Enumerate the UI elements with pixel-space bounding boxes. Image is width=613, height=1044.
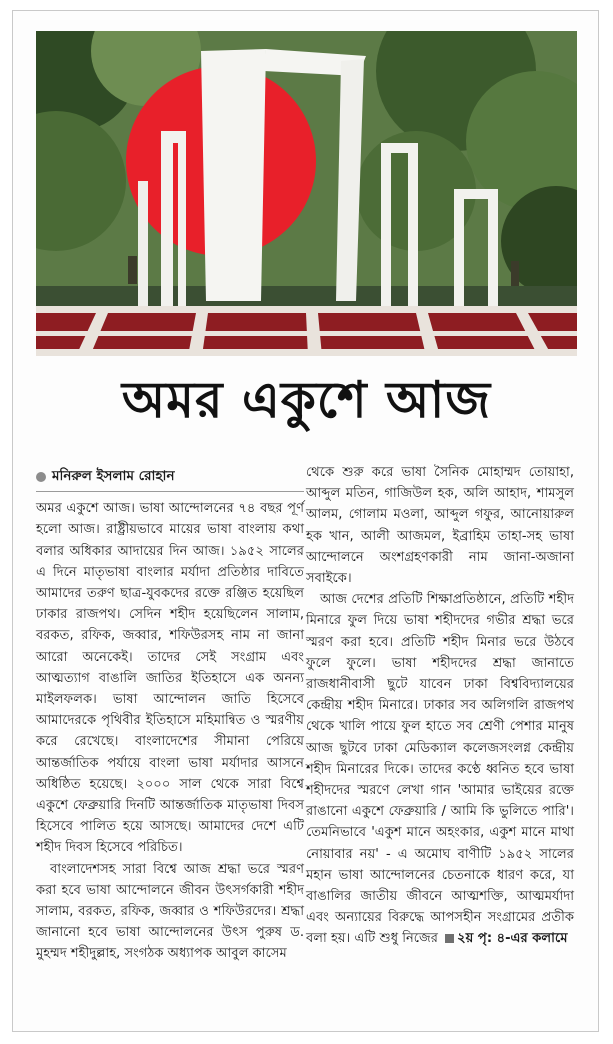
article-column-right [306, 462, 574, 950]
byline-bullet-icon [36, 472, 46, 482]
shaheed-minar-photo [36, 31, 577, 356]
article-paragraph-text: আজ দেশের প্রতিটি শিক্ষাপ্রতিষ্ঠানে, প্রতিটি শহীদ মিনারে ফুল দিয়ে ভাষা শহীদদের গভীর শ্রদ্ধা ভরে স্মরণ করা হবে। প্রতিটি শহীদ মিনার ভরে উঠবে ফুলে ফুলে। ভাষা শহীদদের শ্রদ্ধা জানাতে রাজধানীবাসী ছুটে যাবেন ঢাকা বিশ্ববিদ্যালয়ের কেন্দ্রীয় শহীদ মিনারে। ঢাকার সব অলিগলি রাজপথ থেকে খালি পায়ে ফুল হাতে সব শ্রেণী পেশার মানুষ আজ ছুটবে ঢাকা মেডিক্যাল কলেজসংলগ্ন কেন্দ্রীয় শহীদ মিনারের দিকে। তাদের কণ্ঠে ধ্বনিত হবে ভাষা শহীদদের স্মরণে লেখা গান 'আমার ভাইয়ের রক্তে রাঙানো একুশে ফেব্রুয়ারি / আমি কি ভুলিতে পারি'। তেমনিভাবে 'একুশ মানে অহংকার, একুশ মানে মাথা নোয়াবার নয়' - এ অমোঘ বাণীটি ১৯৫২ সালের মহান ভাষা আন্দোলনের চেতনাকে ধারণ করে, যা বাঙালির জাতীয় জীবনে আত্মশক্তি, আত্মমর্যাদা এবং অন্যায়ের বিরুদ্ধে আপসহীন সংগ্রামের প্রতীক বলা হয়। এটি শুধু নিজের [306, 592, 574, 947]
headline: অমর একুশে আজ [121, 369, 492, 429]
byline [36, 466, 304, 492]
jump-square-icon [445, 934, 454, 943]
article-paragraph: থেকে শুরু করে ভাষা সৈনিক মোহাম্মদ তোয়াহা, আব্দুল মতিন, গাজিউল হক, অলি আহাদ, শামসুল আলম, গোলাম মওলা, আব্দুল গফুর, আনোয়ারুল হক খান, আলী আজমল, ইব্রাহিম তাহা-সহ ভাষা আন্দোলনে অংশগ্রহণকারী নাম জানা-অজানা সবাইকে। [306, 465, 574, 587]
byline-author: মনিরুল ইসলাম রোহান [52, 468, 175, 484]
continuation-jump-link[interactable]: ২য় পৃ: ৪-এর কলামে [457, 931, 568, 947]
article-paragraph [306, 589, 574, 949]
article-paragraph: বাংলাদেশসহ সারা বিশ্বে আজ শ্রদ্ধা ভরে স্মরণ করা হবে ভাষা আন্দোলনে জীবন উৎসর্গকারী শহীদ সালাম, বরকত, রফিক, জব্বার ও শফিউরদের। শ্রদ্ধা জানানো হবে ভাষা আন্দোলনের উৎস পুরুষ ড. মুহম্মদ শহীদুল্লাহ, সংগঠক অধ্যাপক আবুল কাসেম [36, 861, 304, 962]
article-column-left [36, 466, 304, 965]
article-paragraph: অমর একুশে আজ। ভাষা আন্দোলনের ৭৪ বছর পূর্ণ হলো আজ। রাষ্ট্রীয়ভাবে মায়ের ভাষা বাংলায় কথা বলার অধিকার আদায়ের দিন আজ। ১৯৫২ সালের এ দিনে মাতৃভাষা বাংলার মর্যাদা প্রতিষ্ঠার দাবিতে আমাদের তরুণ ছাত্র-যুবকদের রক্তে রঞ্জিত হয়েছিল ঢাকার রাজপথ। সেদিন শহীদ হয়েছিলেন সালাম, বরকত, রফিক, জব্বার, শফিউরসহ নাম না জানা আরো অনেকেই। তাদের সেই সংগ্রাম এবং আত্মত্যাগ বাঙালি জাতির ইতিহাসে এক অনন্য মাইলফলক। ভাষা আন্দোলন জাতি হিসেবে আমাদেরকে পৃথিবীর ইতিহাসে মহিমান্বিত ও স্মরণীয় করে রেখেছে। বাংলাদেশের সীমানা পেরিয়ে আন্তর্জাতিক পর্যায়ে বাংলা ভাষা মর্যাদার আসনে অধিষ্ঠিত হয়েছে। ২০০০ সাল থেকে সারা বিশ্বে একুশে ফেব্রুয়ারি দিনটি আন্তর্জাতিক মাতৃভাষা দিবস হিসেবে পালিত হয়ে আসছে। আমাদের দেশে এটি শহীদ দিবস হিসেবে পরিচিত। [36, 501, 304, 856]
